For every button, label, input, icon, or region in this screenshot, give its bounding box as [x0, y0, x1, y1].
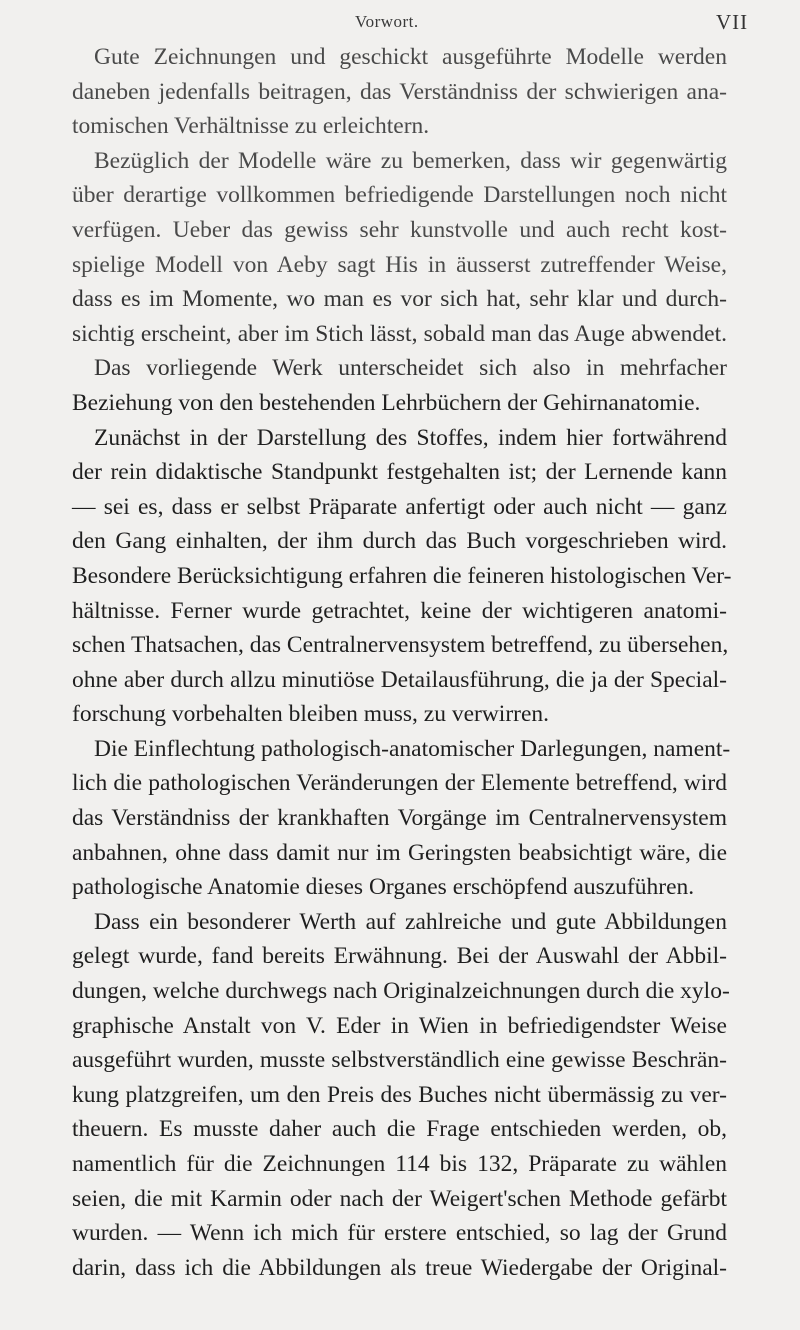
body-text — [72, 40, 732, 1285]
text-line: ausgeführt wurden, musste selbstverständlich eine gewisse Beschrän- — [72, 1047, 727, 1074]
text-line: ohne aber durch allzu minutiöse Detailausführung, die ja der Special- — [72, 666, 727, 693]
text-line: Gute Zeichnungen und geschickt ausgeführte Modelle werden — [94, 44, 727, 70]
text-line: dass es im Momente, wo man es vor sich hat, sehr klar und durch- — [72, 286, 727, 313]
text-line: der rein didaktische Standpunkt festgehalten ist; der Lernende kann — [72, 459, 727, 486]
text-line: Das vorliegende Werk unterscheidet sich also in mehrfacher — [94, 355, 727, 382]
text-line: Besondere Berücksichtigung erfahren die feineren histologischen Ver- — [72, 562, 732, 589]
text-line: verfügen. Ueber das gewiss sehr kunstvolle und auch recht kost- — [72, 216, 727, 243]
text-line: tomischen Verhältnisse zu erleichtern. — [72, 113, 430, 140]
text-line: anbahnen, ohne dass damit nur im Geringsten beabsichtigt wäre, die — [72, 839, 727, 866]
text-line: schen Thatsachen, das Centralnervensystem betreffend, zu übersehen, — [72, 632, 729, 659]
text-line: über derartige vollkommen befriedigende Darstellungen noch nicht — [72, 182, 727, 209]
text-line: den Gang einhalten, der ihm durch das Buch vorgeschrieben wird. — [72, 528, 727, 555]
text-line: Zunächst in der Darstellung des Stoffes, indem hier fortwährend — [94, 424, 727, 451]
page-header — [0, 10, 800, 38]
text-line: theuern. Es musste daher auch die Frage entschieden werden, ob, — [72, 1116, 727, 1143]
text-line: pathologische Anatomie dieses Organes erschöpfend auszuführen. — [72, 874, 695, 901]
running-head: Vorwort. — [355, 12, 419, 31]
text-line: Dass ein besonderer Werth auf zahlreiche und gute Abbildungen — [94, 908, 727, 935]
text-line: forschung vorbehalten bleiben muss, zu verwirren. — [72, 701, 550, 728]
text-line: hältnisse. Ferner wurde getrachtet, keine der wichtigeren anatomi- — [72, 597, 727, 624]
text-line: dungen, welche durchwegs nach Originalzeichnungen durch die xylo- — [72, 978, 730, 1005]
text-line: Beziehung von den bestehenden Lehrbüchern der Gehirnanatomie. — [72, 389, 701, 416]
text-line: graphische Anstalt von V. Eder in Wien in befriedigendster Weise — [72, 1012, 727, 1039]
text-line: spielige Modell von Aeby sagt His in äusserst zutreffender Weise, — [72, 251, 727, 278]
text-line: lich die pathologischen Veränderungen der Elemente betreffend, wird — [72, 770, 727, 797]
text-line: Die Einflechtung pathologisch-anatomischer Darlegungen, nament- — [94, 735, 731, 762]
text-line: sichtig erscheint, aber im Stich lässt, sobald man das Auge abwendet. — [72, 320, 727, 347]
text-line: darin, dass ich die Abbildungen als treue Wiedergabe der Original- — [72, 1254, 727, 1281]
text-line: kung platzgreifen, um den Preis des Buches nicht übermässig zu ver- — [72, 1081, 727, 1108]
text-line: daneben jedenfalls beitragen, das Verständniss der schwierigen ana- — [72, 78, 727, 105]
text-line: gelegt wurde, fand bereits Erwähnung. Bei der Auswahl der Abbil- — [72, 943, 727, 970]
text-line: seien, die mit Karmin oder nach der Weigert'schen Methode gefärbt — [72, 1185, 727, 1212]
text-line: das Verständniss der krankhaften Vorgänge im Centralnervensystem — [72, 805, 727, 832]
text-line: Bezüglich der Modelle wäre zu bemerken, dass wir gegenwärtig — [94, 147, 727, 174]
text-line: namentlich für die Zeichnungen 114 bis 132, Präparate zu wählen — [72, 1151, 727, 1177]
page-number: VII — [716, 10, 749, 34]
text-line: wurden. — Wenn ich mich für erstere entschied, so lag der Grund — [72, 1220, 727, 1247]
text-line: — sei es, dass er selbst Präparate anfertigt oder auch nicht — ganz — [72, 493, 727, 520]
